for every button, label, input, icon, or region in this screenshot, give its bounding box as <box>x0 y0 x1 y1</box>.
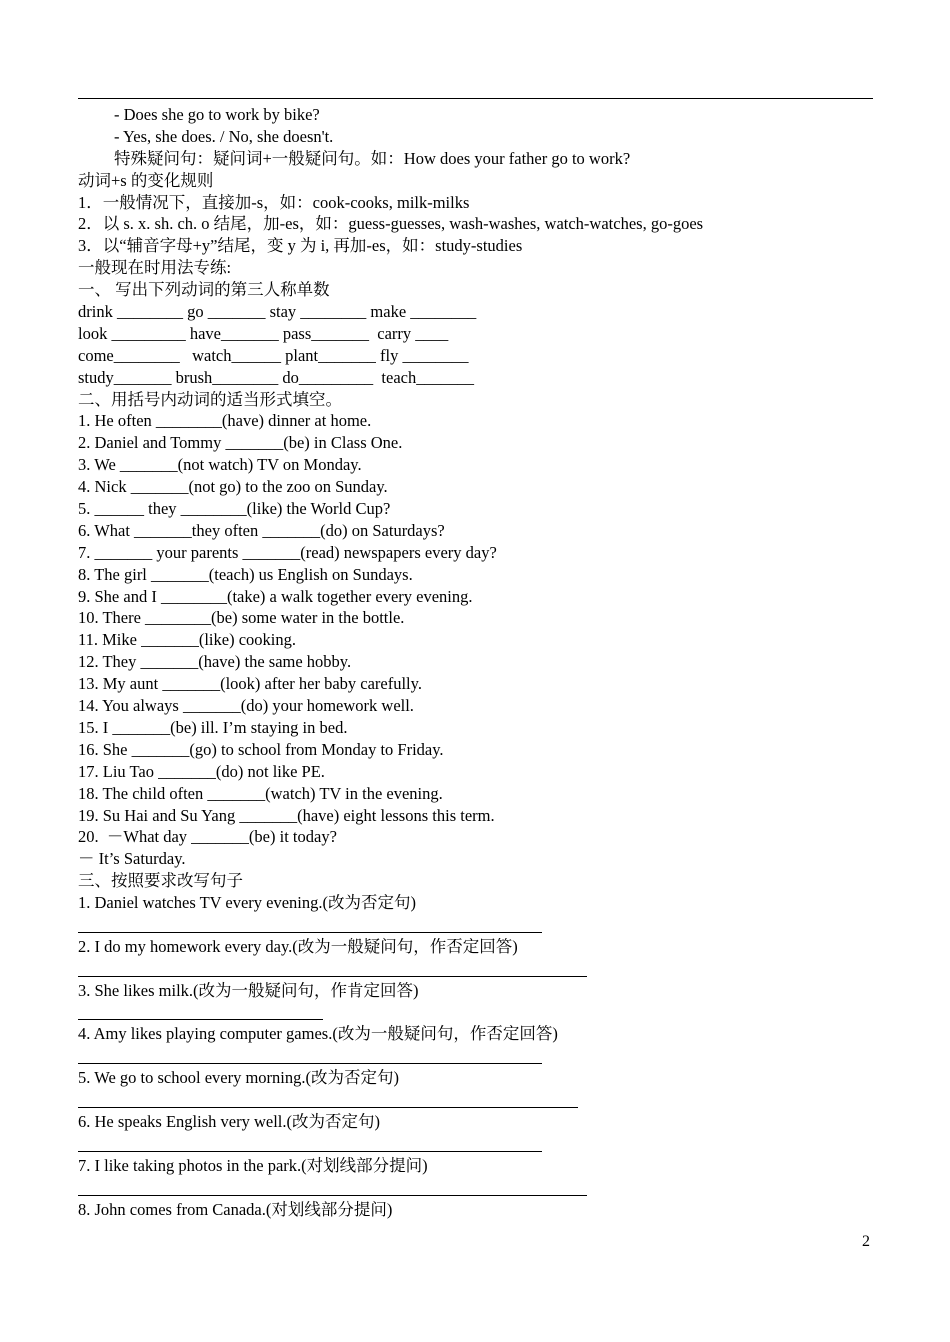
rewrite-item: 1. Daniel watches TV every evening.(改为否定句) <box>78 893 417 913</box>
fill-item: 18. The child often _______(watch) TV in the evening. <box>78 783 443 803</box>
fill-item: 5. ______ they ________(like) the World Cup? <box>78 499 391 519</box>
fill-item-answer: － It’s Saturday. <box>78 849 186 869</box>
fill-item: 16. She _______(go) to school from Monday to Friday. <box>78 739 444 759</box>
fill-item: 7. _______ your parents _______(read) newspapers every day? <box>78 542 497 562</box>
fill-item: 17. Liu Tao _______(do) not like PE. <box>78 761 325 781</box>
rewrite-item: 5. We go to school every morning.(改为否定句) <box>78 1068 399 1088</box>
answer-line <box>78 1002 878 1024</box>
fill-item: 11. Mike _______(like) cooking. <box>78 630 296 650</box>
rewrite-item: 7. I like taking photos in the park.(对划线部分提问) <box>78 1155 428 1175</box>
example-question: - Does she go to work by bike? <box>114 105 320 124</box>
fill-item: 1. He often ________(have) dinner at home. <box>78 411 372 431</box>
page-content <box>78 104 878 1220</box>
fill-item: 14. You always _______(do) your homework well. <box>78 696 414 716</box>
verb-row: come________ watch______ plant_______ fly ________ <box>78 345 469 365</box>
rule-3: 3．以“辅音字母+y”结尾，变 y 为 i, 再加-es，如：study-studies <box>78 236 523 256</box>
header-rule <box>78 98 873 99</box>
answer-line <box>78 1177 878 1199</box>
fill-item: 6. What _______they often _______(do) on Saturdays? <box>78 520 445 540</box>
rewrite-item: 8. John comes from Canada.(对划线部分提问) <box>78 1199 393 1219</box>
section2-title: 二、用括号内动词的适当形式填空。 <box>78 389 342 409</box>
page-number: 2 <box>862 1233 870 1250</box>
fill-item: 4. Nick _______(not go) to the zoo on Sunday. <box>78 477 388 497</box>
fill-item: 9. She and I ________(take) a walk together every evening. <box>78 586 473 606</box>
answer-line <box>78 914 878 936</box>
section1-title: 一、 写出下列动词的第三人称单数 <box>78 280 330 300</box>
rewrite-item: 2. I do my homework every day.(改为一般疑问句，作否定回答) <box>78 936 518 956</box>
fill-item: 19. Su Hai and Su Yang _______(have) eight lessons this term. <box>78 805 495 825</box>
rewrite-item: 4. Amy likes playing computer games.(改为一般疑问句，作否定回答) <box>78 1024 558 1044</box>
verb-row: drink ________ go _______ stay ________ make ________ <box>78 302 477 322</box>
practice-title: 一般现在时用法专练: <box>78 258 232 278</box>
fill-item: 3. We _______(not watch) TV on Monday. <box>78 455 362 475</box>
special-question-note: 特殊疑问句：疑问词+一般疑问句。如：How does your father go to work? <box>114 148 631 168</box>
fill-item: 20. －What day _______(be) it today? <box>78 827 337 847</box>
example-answer: - Yes, she does. / No, she doesn't. <box>114 126 334 146</box>
rewrite-item: 6. He speaks English very well.(改为否定句) <box>78 1111 380 1131</box>
rewrite-item: 3. She likes milk.(改为一般疑问句，作肯定回答) <box>78 980 419 1000</box>
answer-line <box>78 1089 878 1111</box>
rules-title: 动词+s 的变化规则 <box>78 170 214 190</box>
answer-line <box>78 1133 878 1155</box>
answer-line <box>78 958 878 980</box>
fill-item: 13. My aunt _______(look) after her baby carefully. <box>78 674 422 694</box>
verb-row: study_______ brush________ do_________ teach_______ <box>78 367 474 387</box>
fill-item: 8. The girl _______(teach) us English on Sundays. <box>78 564 413 584</box>
rule-1: 1．一般情况下，直接加-s，如：cook-cooks, milk-milks <box>78 192 470 212</box>
section3-title: 三、按照要求改写句子 <box>78 871 243 891</box>
fill-item: 15. I _______(be) ill. I’m staying in bed. <box>78 717 348 737</box>
rule-2: 2．以 s. x. sh. ch. o 结尾，加-es，如：guess-guesses, wash-washes, watch-watches, go-goes <box>78 214 704 234</box>
fill-item: 10. There ________(be) some water in the bottle. <box>78 608 405 628</box>
answer-line <box>78 1045 878 1067</box>
verb-row: look _________ have_______ pass_______ carry ____ <box>78 323 449 343</box>
fill-item: 12. They _______(have) the same hobby. <box>78 652 352 672</box>
fill-item: 2. Daniel and Tommy _______(be) in Class One. <box>78 433 403 453</box>
